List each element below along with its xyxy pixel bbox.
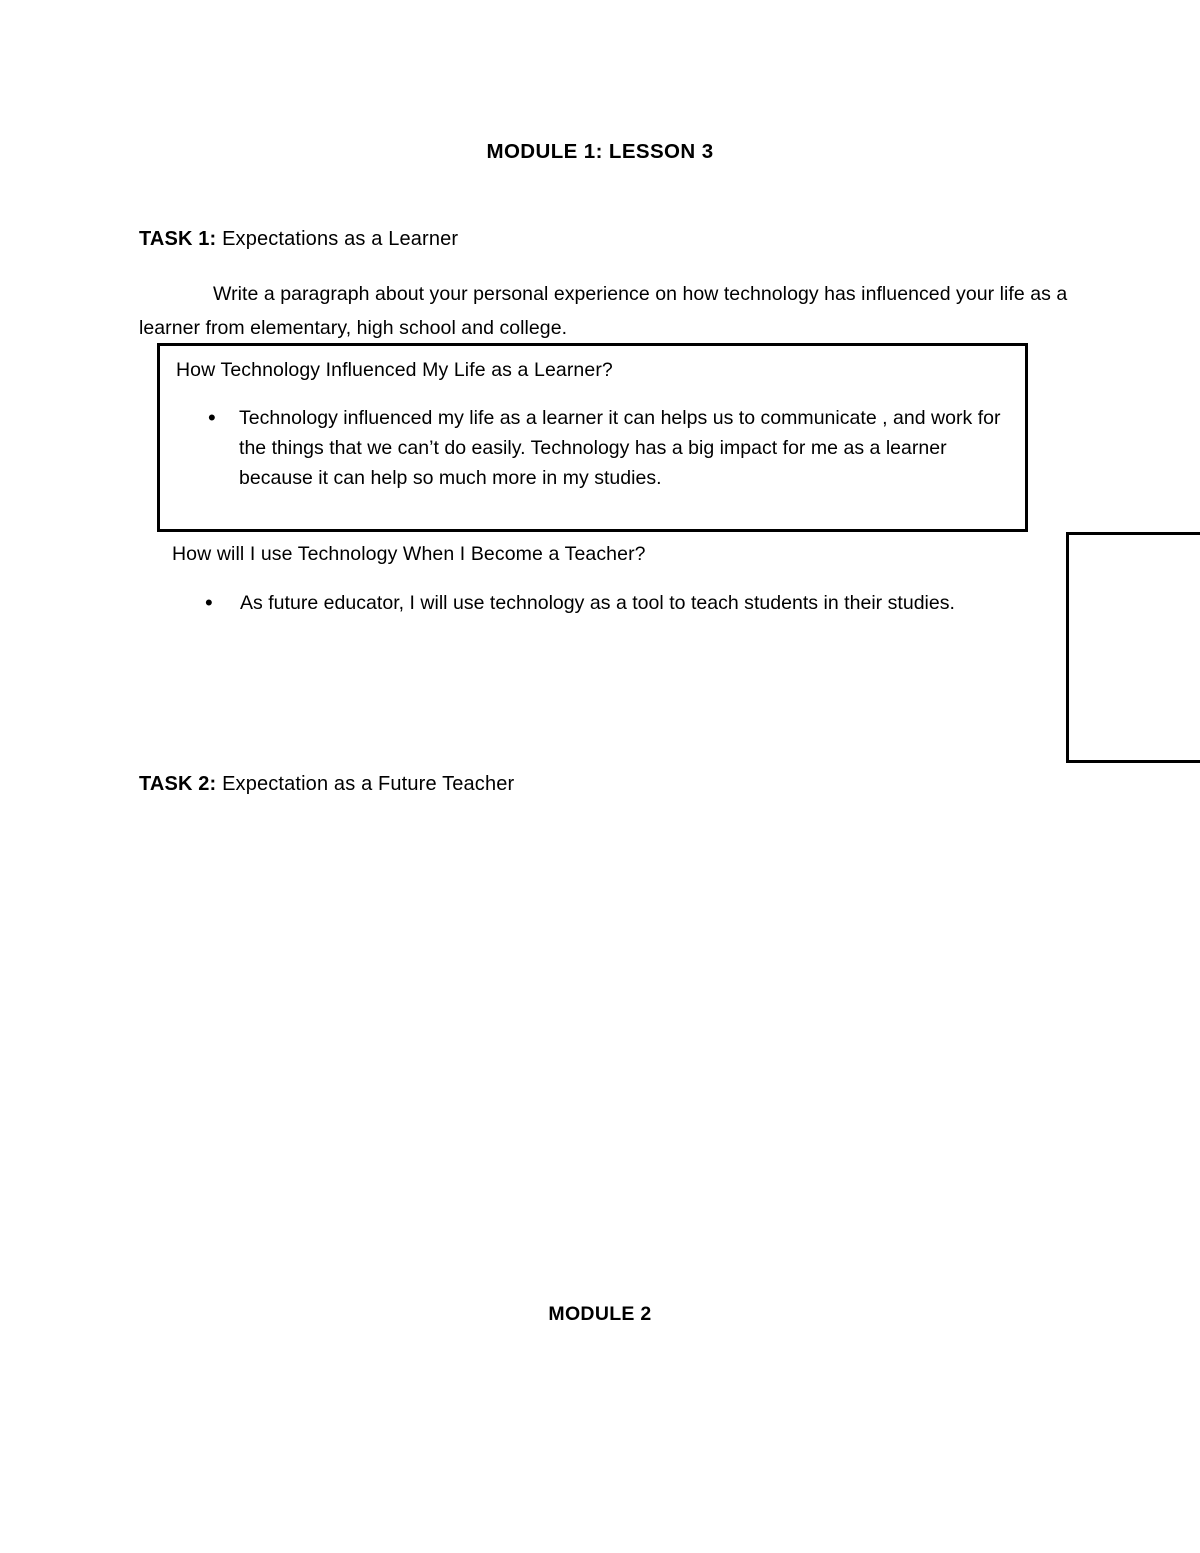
answer-box-heading: How Technology Influenced My Life as a Learner? — [176, 359, 613, 381]
task-2-heading — [139, 773, 514, 796]
bullet-icon: • — [208, 405, 216, 430]
bullet-icon: • — [205, 590, 213, 615]
task-1-title: Expectations as a Learner — [216, 228, 459, 250]
task-2-label: TASK 2: — [139, 773, 217, 795]
second-section-heading: How will I use Technology When I Become a Teacher? — [172, 543, 646, 565]
list-item — [208, 403, 1008, 493]
page-title: MODULE 1: LESSON 3 — [486, 140, 714, 163]
answer-box-bullet-text: Technology influenced my life as a learner it can helps us to communicate , and work for the things that we can’t do easily. Technology has a big impact for me as a learner because it can help so much more in my studies. — [239, 407, 1001, 489]
list-item — [205, 588, 1025, 618]
page-footer: MODULE 2 — [548, 1303, 652, 1325]
task-2-title: Expectation as a Future Teacher — [216, 773, 515, 795]
task-1-heading — [139, 228, 458, 251]
empty-side-box — [1066, 532, 1200, 763]
task-1-instructions: Write a paragraph about your personal experience on how technology has influenced your life as a learner from elementary, high school and college. — [139, 283, 1068, 339]
answer-box — [157, 343, 1028, 532]
second-section-bullet-text: As future educator, I will use technology as a tool to teach students in their studies. — [240, 592, 955, 614]
task-1-label: TASK 1: — [139, 228, 217, 250]
